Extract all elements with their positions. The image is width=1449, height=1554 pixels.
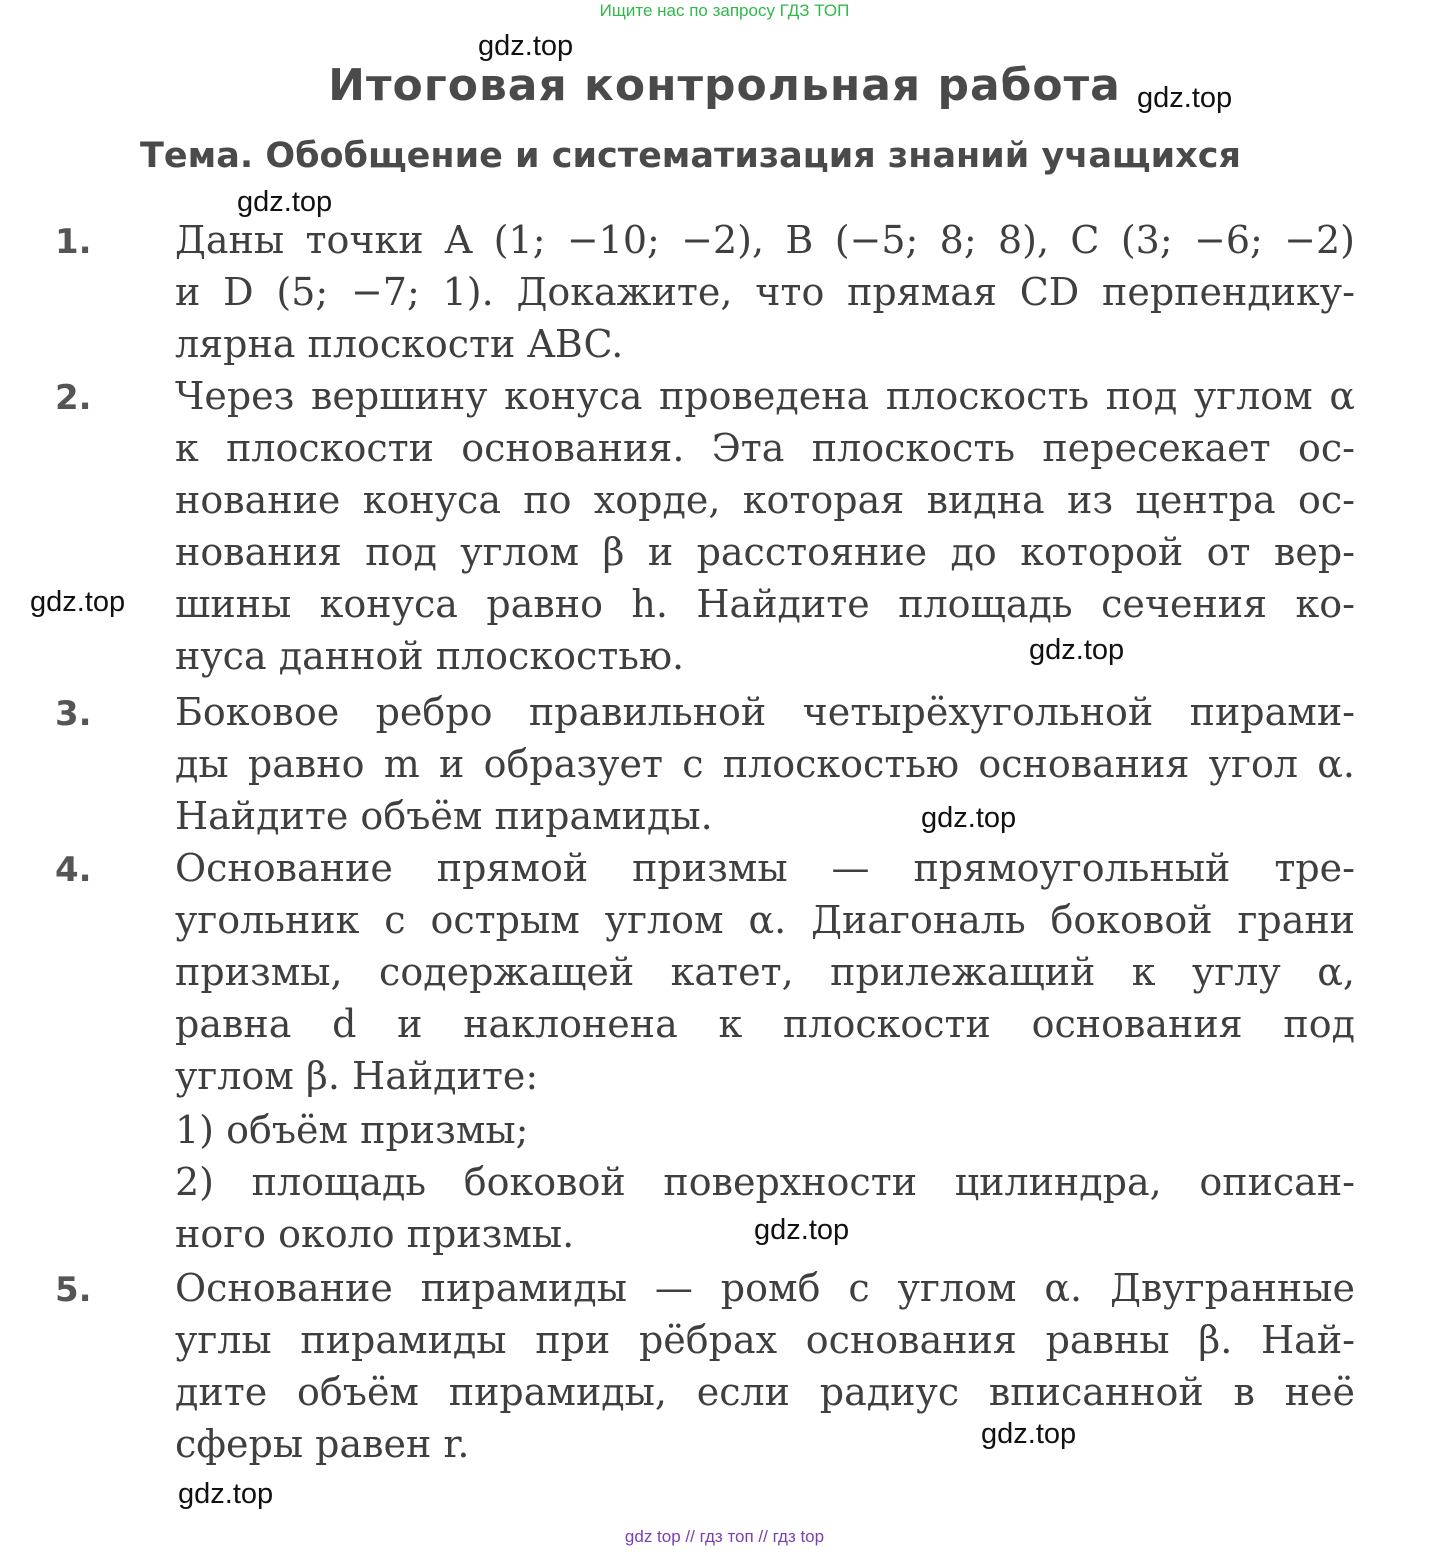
problem-4-line: 2) площадь боковой поверхности цилиндра, описан-	[175, 1160, 1355, 1204]
problem-2-line: нование конуса по хорде, которая видна из центра ос-	[175, 478, 1355, 522]
problem-4-line: призмы, содержащей катет, прилежащий к углу α,	[175, 950, 1355, 994]
problem-2-line: к плоскости основания. Эта плоскость пересекает ос-	[175, 426, 1355, 470]
problem-4-number: 4.	[55, 850, 92, 890]
watermark: gdz.top	[178, 1478, 274, 1510]
watermark: gdz.top	[478, 30, 574, 62]
watermark: gdz.top	[921, 802, 1017, 834]
problem-5-line: дите объём пирамиды, если радиус вписанной в неё	[175, 1370, 1355, 1414]
problem-5-line: углы пирамиды при рёбрах основания равны β. Най-	[175, 1318, 1355, 1362]
top-banner: Ищите нас по запросу ГДЗ ТОП	[599, 1, 850, 20]
problem-4-line: ного около призмы.	[175, 1212, 575, 1256]
problem-3-line: Найдите объём пирамиды.	[175, 794, 713, 838]
watermark: gdz.top	[237, 186, 333, 218]
problem-3-number: 3.	[55, 694, 92, 734]
problem-5-line: Основание пирамиды — ромб с углом α. Двугранные	[175, 1266, 1355, 1310]
problem-4-line: равна d и наклонена к плоскости основания под	[175, 1002, 1355, 1046]
problem-2-line: Через вершину конуса проведена плоскость под углом α	[175, 374, 1355, 418]
problem-1-number: 1.	[55, 222, 92, 262]
problem-3-line: ды равно m и образует с плоскостью основания угол α.	[175, 742, 1355, 786]
problem-2-line: нуса данной плоскостью.	[175, 634, 685, 678]
problem-2-line: нования под углом β и расстояние до которой от вер-	[175, 530, 1355, 574]
problem-1-line: Даны точки A (1; −10; −2), B (−5; 8; 8), C (3; −6; −2)	[175, 218, 1355, 262]
problem-1-line: лярна плоскости ABC.	[175, 322, 624, 366]
topic-heading: Тема. Обобщение и систематизация знаний учащихся	[140, 136, 1241, 176]
watermark: gdz.top	[1029, 634, 1125, 666]
page-title: Итоговая контрольная работа	[328, 60, 1121, 111]
problem-4-line: углом β. Найдите:	[175, 1054, 539, 1098]
watermark: gdz.top	[981, 1418, 1077, 1450]
problem-4-line: 1) объём призмы;	[175, 1108, 529, 1152]
problem-5-number: 5.	[55, 1270, 92, 1310]
problem-1-line: и D (5; −7; 1). Докажите, что прямая CD перпендику-	[175, 270, 1355, 314]
watermark: gdz.top	[754, 1214, 850, 1246]
watermark: gdz.top	[1137, 82, 1233, 114]
watermark: gdz.top	[30, 586, 126, 618]
problem-4-line: Основание прямой призмы — прямоугольный тре-	[175, 846, 1355, 890]
problem-3-line: Боковое ребро правильной четырёхугольной пирами-	[175, 690, 1355, 734]
problem-2-line: шины конуса равно h. Найдите площадь сечения ко-	[175, 582, 1355, 626]
bottom-banner: gdz top // гдз топ // гдз top	[624, 1527, 825, 1546]
problem-5-line: сферы равен r.	[175, 1422, 470, 1466]
problem-2-number: 2.	[55, 378, 92, 418]
problem-4-line: угольник с острым углом α. Диагональ боковой грани	[175, 898, 1355, 942]
